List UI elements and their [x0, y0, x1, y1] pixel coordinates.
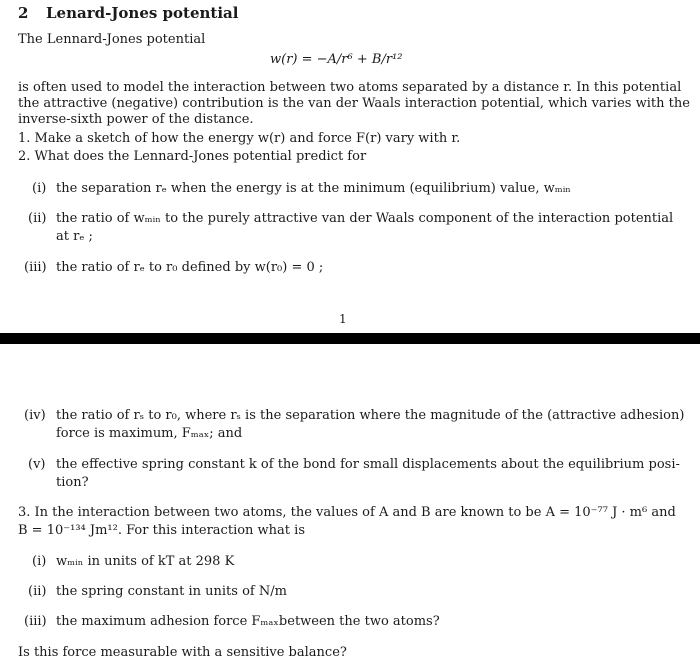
closing-question: Is this force measurable with a sensitive balance?: [18, 645, 347, 660]
question-1: 1. Make a sketch of how the energy w(r) and force F(r) vary with r.: [18, 131, 461, 146]
subquestion-number: (iv): [24, 408, 46, 423]
section-number: 2: [18, 4, 29, 22]
subquestion-number: (i): [32, 554, 47, 569]
subquestion-text: the ratio of rₑ to r₀ defined by w(r₀) = 0 ;: [56, 260, 324, 275]
subquestion-text: the separation rₑ when the energy is at the minimum (equilibrium) value, wₘᵢₙ: [56, 181, 571, 196]
subquestion-number: (ii): [28, 211, 47, 226]
intro-text: The Lennard-Jones potential: [18, 32, 206, 47]
subquestion-text: wₘᵢₙ in units of kT at 298 K: [56, 554, 235, 569]
paragraph-line-2: the attractive (negative) contribution is the van der Waals interaction potential, which varies with the: [18, 96, 690, 111]
lj-equation: w(r) = −A/r⁶ + B/r¹²: [270, 52, 403, 67]
question-2: 2. What does the Lennard-Jones potential predict for: [18, 149, 367, 164]
subquestion-text: the maximum adhesion force Fₘₐₓbetween the two atoms?: [56, 614, 440, 629]
subquestion-text-line-1: the ratio of rₛ to r₀, where rₛ is the separation where the magnitude of the (attractive adhesion): [56, 408, 685, 423]
subquestion-text: the spring constant in units of N/m: [56, 584, 287, 599]
question-3-line-1: 3. In the interaction between two atoms, the values of A and B are known to be A = 10⁻⁷⁷ J · m⁶ and: [18, 505, 676, 520]
section-title: Lenard-Jones potential: [46, 4, 239, 22]
paragraph-line-1: is often used to model the interaction between two atoms separated by a distance r. In this potential: [18, 80, 682, 95]
subquestion-text-line-2: at rₑ ;: [56, 229, 93, 244]
subquestion-number: (i): [32, 181, 47, 196]
page-1: [0, 0, 700, 333]
page-2: [0, 344, 700, 668]
page-number: 1: [339, 312, 347, 326]
subquestion-number: (iii): [24, 614, 47, 629]
subquestion-number: (v): [28, 457, 46, 472]
subquestion-text-line-1: the ratio of wₘᵢₙ to the purely attractive van der Waals component of the interaction potential: [56, 211, 674, 226]
subquestion-number: (ii): [28, 584, 47, 599]
paragraph-line-3: inverse-sixth power of the distance.: [18, 112, 254, 127]
subquestion-text-line-2: force is maximum, Fₘₐₓ; and: [56, 426, 243, 441]
page-divider: [0, 333, 700, 344]
question-3-line-2: B = 10⁻¹³⁴ Jm¹². For this interaction what is: [18, 523, 305, 538]
subquestion-text-line-2: tion?: [56, 475, 89, 490]
subquestion-text-line-1: the effective spring constant k of the bond for small displacements about the equilibrium posi-: [56, 457, 680, 472]
subquestion-number: (iii): [24, 260, 47, 275]
